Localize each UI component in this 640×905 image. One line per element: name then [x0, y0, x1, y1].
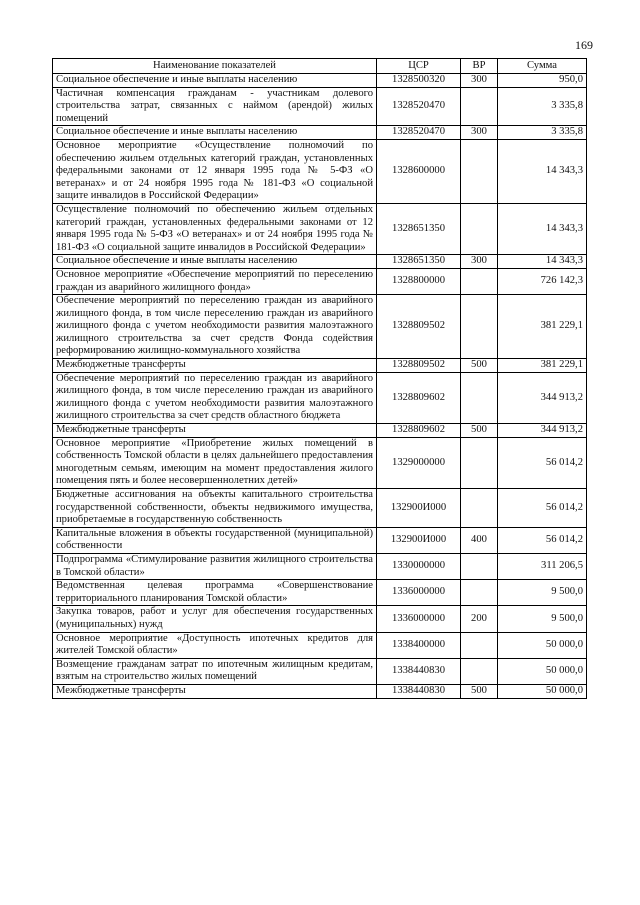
cell-name: Межбюджетные трансферты: [53, 684, 377, 698]
cell-sum: 381 229,1: [498, 295, 587, 359]
cell-csr: 1328809502: [377, 359, 461, 373]
cell-name: Обеспечение мероприятий по переселению граждан из аварийного жилищного фонда, в том числе переселению граждан из аварийного жилищного фонда с учетом необходимости развития малоэтажного жилищного строительства за счет средств Фонда содействия реформированию жилищно-коммунального хозяйства: [53, 295, 377, 359]
cell-sum: 311 206,5: [498, 553, 587, 579]
cell-sum: 14 343,3: [498, 203, 587, 254]
table-row: [53, 268, 587, 294]
table-row: [53, 372, 587, 423]
header-name: Наименование показателей: [53, 59, 377, 74]
cell-name: Межбюджетные трансферты: [53, 359, 377, 373]
cell-sum: 344 913,2: [498, 424, 587, 438]
cell-sum: 14 343,3: [498, 139, 587, 203]
cell-csr: 1328651350: [377, 203, 461, 254]
table-row: [53, 580, 587, 606]
cell-name: Подпрограмма «Стимулирование развития жилищного строительства в Томской области»: [53, 553, 377, 579]
cell-csr: 1328809602: [377, 372, 461, 423]
table-row: [53, 527, 587, 553]
cell-name: Межбюджетные трансферты: [53, 424, 377, 438]
cell-sum: 56 014,2: [498, 489, 587, 528]
cell-name: Возмещение гражданам затрат по ипотечным жилищным кредитам, взятым на строительство жилых помещений: [53, 658, 377, 684]
cell-sum: 56 014,2: [498, 527, 587, 553]
cell-csr: 1336000000: [377, 606, 461, 632]
table-row: [53, 203, 587, 254]
cell-sum: 56 014,2: [498, 437, 587, 488]
cell-sum: 3 335,8: [498, 126, 587, 140]
cell-csr: 1328809502: [377, 295, 461, 359]
cell-vr: [461, 437, 498, 488]
cell-csr: 132900И000: [377, 527, 461, 553]
header-csr: ЦСР: [377, 59, 461, 74]
cell-csr: 1328500320: [377, 74, 461, 88]
cell-name: Закупка товаров, работ и услуг для обеспечения государственных (муниципальных) нужд: [53, 606, 377, 632]
cell-vr: [461, 139, 498, 203]
table-row: [53, 359, 587, 373]
table-row: [53, 74, 587, 88]
table-row: [53, 295, 587, 359]
cell-name: Осуществление полномочий по обеспечению жильем отдельных категорий граждан, установленных федеральными законами от 12 января 1995 года № 5-ФЗ «О ветеранах» и от 24 ноября 1995 года № 181-ФЗ «О социальной защите инвалидов в Российской Федерации»: [53, 203, 377, 254]
cell-csr: 1328800000: [377, 268, 461, 294]
cell-vr: [461, 295, 498, 359]
cell-name: Основное мероприятие «Обеспечение мероприятий по переселению граждан из аварийного жилищного фонда»: [53, 268, 377, 294]
cell-name: Ведомственная целевая программа «Совершенствование территориального планирования Томской области»: [53, 580, 377, 606]
cell-vr: 300: [461, 74, 498, 88]
cell-vr: [461, 268, 498, 294]
header-vr: ВР: [461, 59, 498, 74]
cell-vr: 500: [461, 424, 498, 438]
page-number: 169: [575, 38, 593, 52]
cell-name: Основное мероприятие «Доступность ипотечных кредитов для жителей Томской области»: [53, 632, 377, 658]
table-row: [53, 489, 587, 528]
cell-vr: 500: [461, 684, 498, 698]
cell-csr: 1328520470: [377, 87, 461, 126]
cell-sum: 9 500,0: [498, 606, 587, 632]
cell-csr: 1328809602: [377, 424, 461, 438]
cell-sum: 14 343,3: [498, 255, 587, 269]
table-row: [53, 684, 587, 698]
cell-name: Бюджетные ассигнования на объекты капитального строительства государственной собственности, объекты недвижимого имущества, приобретаемые в государственную собственность: [53, 489, 377, 528]
cell-sum: 50 000,0: [498, 632, 587, 658]
cell-csr: 1328520470: [377, 126, 461, 140]
table-row: [53, 606, 587, 632]
table-row: [53, 255, 587, 269]
cell-vr: [461, 632, 498, 658]
cell-sum: 726 142,3: [498, 268, 587, 294]
cell-csr: 132900И000: [377, 489, 461, 528]
cell-vr: [461, 658, 498, 684]
header-sum: Сумма: [498, 59, 587, 74]
table-row: [53, 87, 587, 126]
table-header-row: [53, 59, 587, 74]
cell-name: Капитальные вложения в объекты государственной (муниципальной) собственности: [53, 527, 377, 553]
cell-sum: 50 000,0: [498, 684, 587, 698]
cell-vr: [461, 489, 498, 528]
table-body: [53, 74, 587, 699]
cell-sum: 344 913,2: [498, 372, 587, 423]
cell-vr: 300: [461, 126, 498, 140]
table-row: [53, 632, 587, 658]
cell-csr: 1338440830: [377, 658, 461, 684]
cell-csr: 1336000000: [377, 580, 461, 606]
cell-csr: 1328600000: [377, 139, 461, 203]
cell-sum: 9 500,0: [498, 580, 587, 606]
cell-vr: [461, 580, 498, 606]
cell-name: Частичная компенсация гражданам - участникам долевого строительства затрат, связанных с наймом (арендой) жилых помещений: [53, 87, 377, 126]
cell-vr: 200: [461, 606, 498, 632]
budget-table: [52, 58, 587, 699]
table-row: [53, 658, 587, 684]
cell-csr: 1329000000: [377, 437, 461, 488]
cell-sum: 381 229,1: [498, 359, 587, 373]
cell-csr: 1338400000: [377, 632, 461, 658]
cell-csr: 1338440830: [377, 684, 461, 698]
cell-vr: 300: [461, 255, 498, 269]
cell-vr: 500: [461, 359, 498, 373]
cell-vr: [461, 87, 498, 126]
cell-name: Социальное обеспечение и иные выплаты населению: [53, 126, 377, 140]
cell-vr: [461, 372, 498, 423]
cell-csr: 1330000000: [377, 553, 461, 579]
table-row: [53, 126, 587, 140]
cell-name: Обеспечение мероприятий по переселению граждан из аварийного жилищного фонда, в том числе переселению граждан из аварийного жилищного фонда с учетом необходимости развития малоэтажного жилищного строительства за счет средств областного бюджета: [53, 372, 377, 423]
cell-vr: 400: [461, 527, 498, 553]
cell-sum: 950,0: [498, 74, 587, 88]
cell-csr: 1328651350: [377, 255, 461, 269]
cell-vr: [461, 553, 498, 579]
cell-name: Социальное обеспечение и иные выплаты населению: [53, 74, 377, 88]
table-row: [53, 139, 587, 203]
table-row: [53, 437, 587, 488]
table-row: [53, 424, 587, 438]
cell-sum: 3 335,8: [498, 87, 587, 126]
cell-vr: [461, 203, 498, 254]
cell-name: Основное мероприятие «Приобретение жилых помещений в собственность Томской области в целях дальнейшего предоставления многодетным семьям, имеющим на момент предоставления жилого помещения пять и более несовершеннолетних детей»: [53, 437, 377, 488]
table-row: [53, 553, 587, 579]
cell-name: Социальное обеспечение и иные выплаты населению: [53, 255, 377, 269]
cell-name: Основное мероприятие «Осуществление полномочий по обеспечению жильем отдельных категорий граждан, установленных федеральными законами от 12 января 1995 года № 5-ФЗ «О ветеранах» и от 24 ноября 1995 года № 181-ФЗ «О социальной защите инвалидов в Российской Федерации»: [53, 139, 377, 203]
cell-sum: 50 000,0: [498, 658, 587, 684]
